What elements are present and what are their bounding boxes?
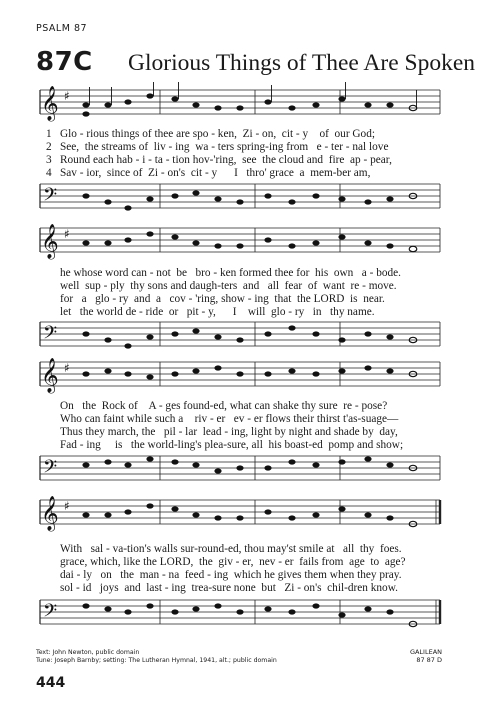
- svg-text:𝄞: 𝄞: [41, 224, 59, 259]
- svg-text:𝄞: 𝄞: [41, 358, 59, 393]
- lyric-line-verse-3: 3 Round each hab - i - ta - tion hov-'ring, see the cloud and fire ap - pear,: [46, 154, 392, 166]
- svg-text:𝄢: 𝄢: [43, 457, 58, 482]
- lyric-line-verse-1: he whose word can - not be bro - ken formed thee for his own a - bode.: [60, 267, 402, 279]
- svg-text:𝄞: 𝄞: [41, 496, 59, 531]
- page-number: 444: [36, 675, 66, 691]
- lyric-line-verse-4: let the world de - ride or pit - y, I will glo - ry in thy name.: [60, 306, 375, 318]
- svg-text:♯: ♯: [64, 361, 70, 375]
- tune-name: GALILEAN: [409, 648, 442, 656]
- bass-staff-system-1: [0, 180, 480, 216]
- lyric-line-verse-2: Who can faint while such a riv - er ev - er flows their thirst t'as-suage—: [60, 413, 399, 425]
- lyric-line-verse-3: for a glo - ry and a cov - 'ring, show - ing that the LORD is near.: [60, 293, 385, 305]
- text-credit: Text: John Newton, public domain: [36, 649, 140, 656]
- lyric-line-verse-4: sol - id joys and last - ing trea-sure none but Zi - on's chil-dren know.: [60, 582, 398, 594]
- bass-staff-system-3: [0, 452, 480, 488]
- hymn-number: 87C: [36, 47, 93, 77]
- treble-clef-icon: 𝄞: [41, 86, 59, 121]
- lyric-line-verse-2: 2 See, the streams of liv - ing wa - ters spring-ing from e - ter - nal love: [46, 141, 389, 153]
- lyric-line-verse-4: 4 Sav - ior, since of Zi - on's cit - y I thro' grace a mem-ber am,: [46, 167, 371, 179]
- lyric-line-verse-1: 1 Glo - rious things of thee are spo - ken, Zi - on, cit - y of our God;: [46, 128, 375, 140]
- treble-staff-system-1: [0, 82, 480, 130]
- sharp-icon: ♯: [64, 89, 70, 103]
- lyric-line-verse-3: dai - ly on the man - na feed - ing which he gives them when they pray.: [60, 569, 402, 581]
- treble-staff-system-4: [0, 492, 480, 540]
- hymn-title: Glorious Things of Thee Are Spoken: [128, 50, 476, 76]
- svg-text:𝄢: 𝄢: [43, 601, 58, 626]
- bass-staff-system-4: [0, 596, 480, 632]
- bass-staff-system-2: [0, 318, 480, 354]
- lyric-line-verse-3: Thus they march, the pil - lar lead - ing, light by night and shade by day,: [60, 426, 398, 438]
- psalm-reference: PSALM 87: [36, 23, 88, 34]
- lyric-line-verse-1: With sal - va-tion's walls sur-round-ed, thou may'st smile at all thy foes.: [60, 543, 402, 555]
- lyric-line-verse-2: grace, which, like the LORD, the giv - er, nev - er fails from age to age?: [60, 556, 406, 568]
- lyric-line-verse-1: On the Rock of A - ges found-ed, what can shake thy sure re - pose?: [60, 400, 388, 412]
- tune-credit: Tune: Joseph Barnby; setting: The Lutheran Hymnal, 1941, alt.; public domain: [36, 657, 277, 664]
- svg-text:♯: ♯: [64, 499, 70, 513]
- treble-staff-system-3: [0, 354, 480, 402]
- svg-text:𝄢: 𝄢: [43, 323, 58, 348]
- treble-staff-system-2: [0, 220, 480, 268]
- meter: 87 87 D: [416, 656, 442, 664]
- lyric-line-verse-2: well sup - ply thy sons and daugh-ters and all fear of want re - move.: [60, 280, 397, 292]
- svg-text:♯: ♯: [64, 227, 70, 241]
- lyric-line-verse-4: Fad - ing is the world-ling's plea-sure, all his boast-ed pomp and show;: [60, 439, 404, 451]
- bass-clef-icon: 𝄢: [43, 185, 58, 210]
